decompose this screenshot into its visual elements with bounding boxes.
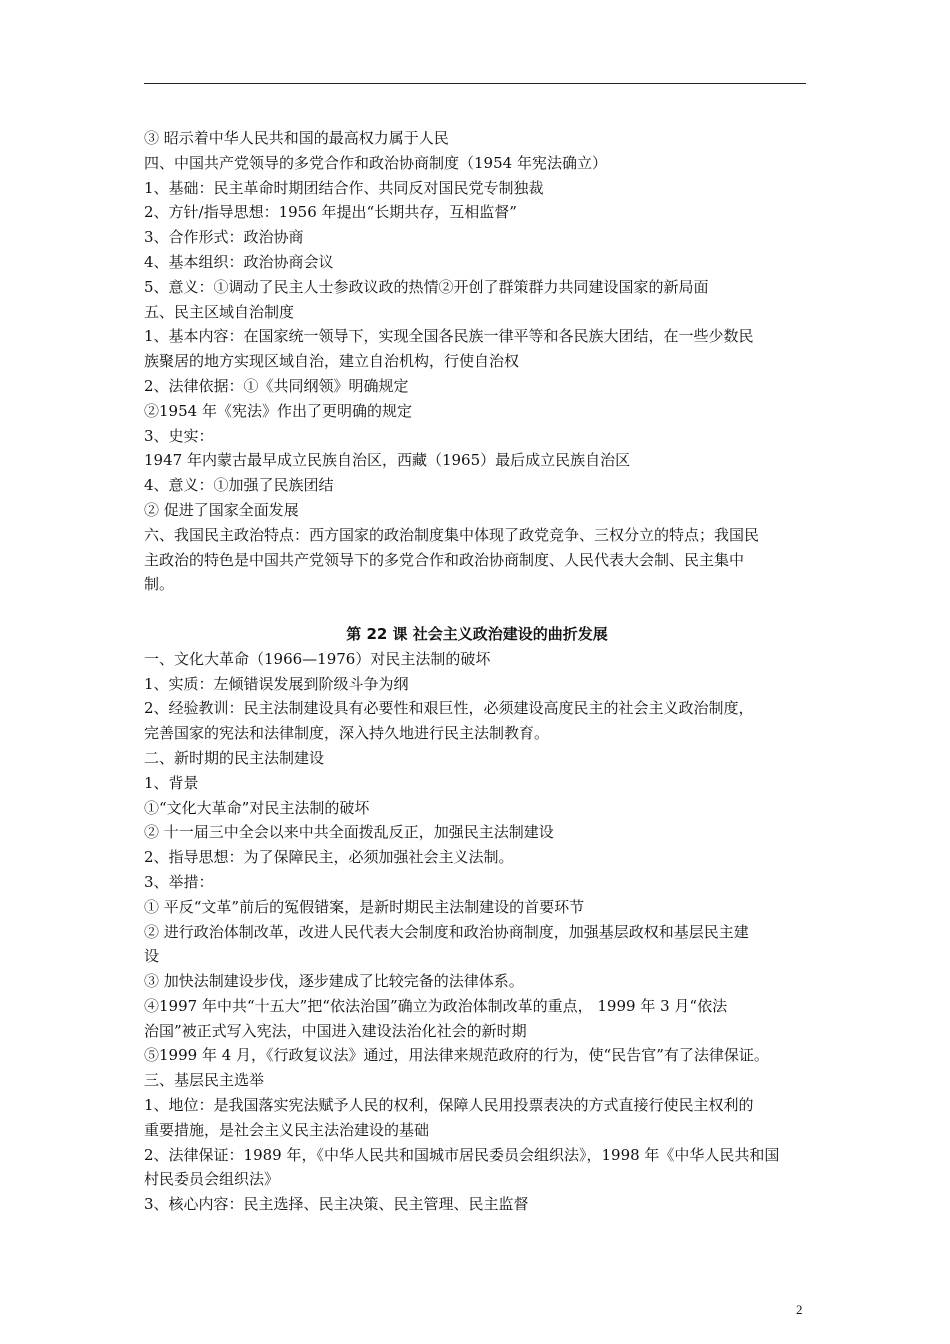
section-part2 [144,647,810,1217]
text-line: 2、法律依据：①《共同纲领》明确规定 [144,376,409,395]
text-line: ⑤1999 年 4 月，《行政复议法》通过，用法律来规范政府的行为，使“民告官”有了法律保证。 [144,1046,769,1065]
section-part1 [144,126,810,597]
text-line: ② 促进了国家全面发展 [144,500,299,519]
text-line: ④1997 年中共“十五大”把“依法治国”确立为政治体制改革的重点， 1999 年 3 月“依法 [144,996,728,1015]
text-line: 3、史实： [144,426,214,445]
text-line: ①“文化大革命”对民主法制的破坏 [144,798,370,817]
text-line: 1、地位：是我国落实宪法赋予人民的权利，保障人民用投票表决的方式直接行使民主权利的 [144,1096,754,1115]
text-line: ② 进行政治体制改革，改进人民代表大会制度和政治协商制度，加强基层政权和基层民主建 [144,922,749,941]
text-line: 4、基本组织：政治协商会议 [144,252,334,271]
text-line: 治国”被正式写入宪法，中国进入建设法治化社会的新时期 [144,1021,527,1040]
text-line: 2、指导思想：为了保障民主，必须加强社会主义法制。 [144,848,514,867]
text-line: 重要措施，是社会主义民主法治建设的基础 [144,1120,430,1139]
text-line: 一、文化大革命（1966—1976）对民主法制的破坏 [144,649,491,668]
text-line: 1、基础：民主革命时期团结合作、共同反对国民党专制独裁 [144,178,544,197]
text-line: 四、中国共产党领导的多党合作和政治协商制度（1954 年宪法确立） [144,153,607,172]
text-line: 4、意义：①加强了民族团结 [144,476,334,495]
text-line: 村民委员会组织法》 [144,1170,280,1189]
text-line: 1、实质：左倾错误发展到阶级斗争为纲 [144,674,409,693]
text-line: ③ 昭示着中华人民共和国的最高权力属于人民 [144,129,449,147]
text-line: 制。 [144,575,175,594]
document-body [144,126,810,1217]
text-line: 3、核心内容：民主选择、民主决策、民主管理、民主监督 [144,1195,529,1214]
text-line: 2、经验教训：民主法制建设具有必要性和艰巨性，必须建设高度民主的社会主义政治制度， [144,699,754,718]
page-number: 2 [796,1302,803,1317]
text-line: ③ 加快法制建设步伐，逐步建成了比较完备的法律体系。 [144,972,524,991]
text-line: 完善国家的宪法和法律制度，深入持久地进行民主法制教育。 [144,724,550,743]
text-line: 2、法律保证：1989 年，《中华人民共和国城市居民委员会组织法》，1998 年《中华人民共和国 [144,1145,780,1164]
text-line: 3、合作形式：政治协商 [144,228,304,247]
text-line: 2、方针/指导思想：1956 年提出“长期共存，互相监督” [144,203,517,222]
text-line: ① 平反“文革”前后的冤假错案，是新时期民主法制建设的首要环节 [144,897,585,916]
text-line: 设 [144,947,160,966]
header-rule [144,83,806,84]
text-line: 族聚居的地方实现区域自治，建立自治机构，行使自治权 [144,352,520,371]
text-line: 二、新时期的民主法制建设 [144,748,325,767]
text-line: 3、举措： [144,872,214,891]
text-line: 5、意义：①调动了民主人士参政议政的热情②开创了群策群力共同建设国家的新局面 [144,277,709,296]
text-line: 五、民主区域自治制度 [144,302,295,321]
text-line: 1、背景 [144,773,199,792]
lesson-title: 第 22 课 社会主义政治建设的曲折发展 [346,624,608,643]
blank-line [144,597,810,622]
text-line: 六、我国民主政治特点：西方国家的政治制度集中体现了政党竞争、三权分立的特点；我国民 [144,525,760,544]
text-line: 三、基层民主选举 [144,1071,265,1090]
text-line: 主政治的特色是中国共产党领导下的多党合作和政治协商制度、人民代表大会制、民主集中 [144,550,745,569]
text-line: ②1954 年《宪法》作出了更明确的规定 [144,401,412,420]
text-line: 1、基本内容：在国家统一领导下，实现全国各民族一律平等和各民族大团结，在一些少数民 [144,327,754,346]
text-line: 1947 年内蒙古最早成立民族自治区，西藏（1965）最后成立民族自治区 [144,451,631,470]
text-line: ② 十一届三中全会以来中共全面拨乱反正，加强民主法制建设 [144,823,554,842]
